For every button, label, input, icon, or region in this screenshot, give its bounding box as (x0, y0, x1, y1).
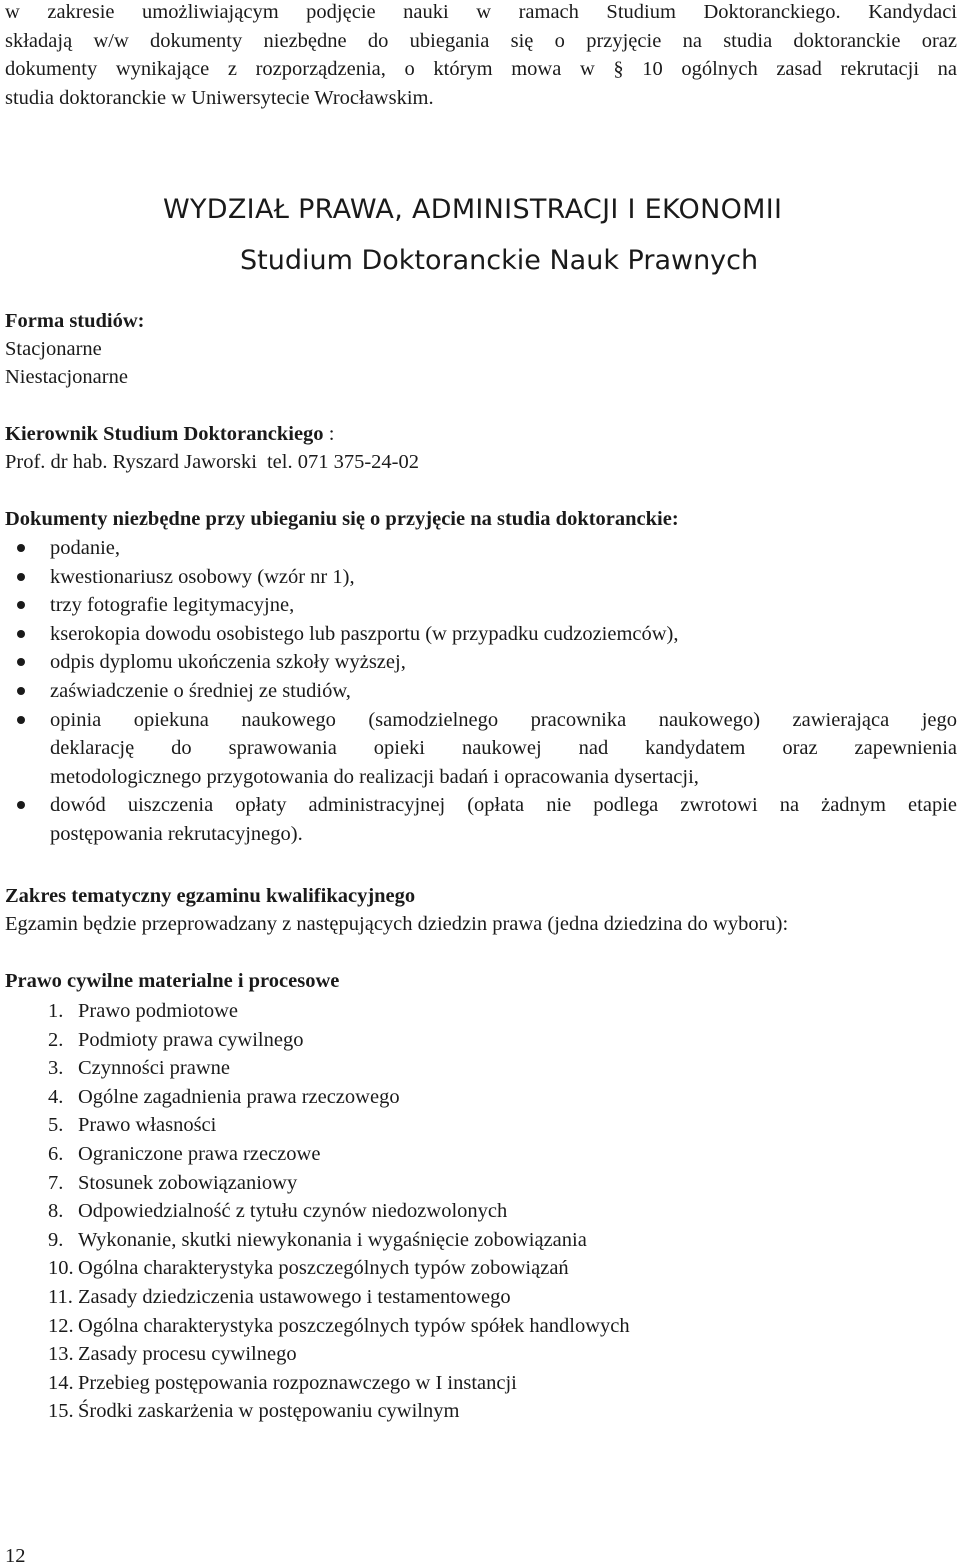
item-number: 14. (48, 1371, 74, 1394)
list-item-text: metodologicznego przygotowania do realizacji badań i opracowania dysertacji, (50, 765, 699, 788)
documents-heading-text: Dokumenty niezbędne przy ubieganiu się o przyjęcie na studia doktoranckie: (5, 508, 679, 530)
list-item (5, 1083, 630, 1112)
prawo-heading-text: Prawo cywilne materialne i procesowe (5, 970, 340, 992)
forma-heading-text: Forma studiów: (5, 310, 145, 332)
list-item (5, 997, 630, 1026)
item-text: Zasady dziedziczenia ustawowego i testamentowego (78, 1285, 511, 1308)
list-item (5, 1226, 630, 1255)
item-number: 1. (48, 1000, 64, 1022)
list-item-text: podanie, (50, 537, 121, 559)
list-item (5, 677, 957, 706)
intro-line: dokumenty wynikające z rozporządzenia, o którym mowa w § 10 ogólnych zasad rekrutacji na (5, 58, 957, 80)
list-item-text: trzy fotografie legitymacyjne, (50, 594, 295, 617)
list-item (5, 1283, 630, 1312)
list-item (5, 1169, 630, 1198)
list-item-text: dowód uiszczenia opłaty administracyjnej (opłata nie podlega zwrotowi na żadnym etapie (50, 794, 957, 817)
bullet-icon (17, 544, 25, 552)
zakres-heading-text: Zakres tematyczny egzaminu kwalifikacyjnego (5, 885, 416, 907)
forma-option: Niestacjonarne (5, 366, 128, 388)
item-number: 3. (48, 1057, 64, 1080)
bullet-icon (17, 630, 25, 638)
list-item (5, 791, 957, 848)
list-item (5, 1340, 630, 1369)
list-item-text: opinia opiekuna naukowego (samodzielnego pracownika naukowego) zawierająca jego (50, 708, 957, 731)
studium-title: Studium Doktoranckie Nauk Prawnych (240, 245, 759, 276)
bullet-icon (17, 716, 25, 724)
item-text: Odpowiedzialność z tytułu czynów niedozwolonych (78, 1200, 508, 1223)
list-item (5, 1369, 630, 1398)
list-item (5, 534, 957, 563)
list-item (5, 1397, 630, 1426)
item-text: Przebieg postępowania rozpoznawczego w I instancji (78, 1371, 517, 1394)
list-item-text: postępowania rekrutacyjnego). (50, 822, 303, 845)
item-number: 10. (48, 1257, 74, 1280)
list-item (5, 1111, 630, 1140)
item-number: 9. (48, 1228, 64, 1251)
item-text: Stosunek zobowiązaniowy (78, 1171, 298, 1194)
item-number: 11. (48, 1285, 73, 1308)
item-number: 8. (48, 1200, 64, 1223)
intro-paragraph (5, 0, 957, 114)
list-item-text: odpis dyplomu ukończenia szkoły wyższej, (50, 651, 406, 674)
kierownik-heading (5, 422, 334, 446)
item-text: Czynności prawne (78, 1057, 230, 1080)
list-item (5, 706, 957, 792)
bullet-icon (17, 601, 25, 609)
item-text: Prawo własności (78, 1114, 217, 1137)
zakres-text: Egzamin będzie przeprowadzany z następujących dziedzin prawa (jedna dziedzina do wyboru): (5, 913, 789, 935)
kierownik-colon: : (323, 423, 335, 445)
list-item (5, 591, 957, 620)
item-text: Ogólna charakterystyka poszczególnych typów spółek handlowych (78, 1314, 630, 1337)
item-number: 12. (48, 1314, 74, 1337)
item-text: Prawo podmiotowe (78, 1000, 238, 1022)
documents-list (5, 534, 957, 849)
documents-heading (5, 507, 679, 531)
kierownik-heading-text: Kierownik Studium Doktoranckiego (5, 423, 324, 445)
list-item (5, 1140, 630, 1169)
item-text: Zasady procesu cywilnego (78, 1343, 297, 1366)
prawo-topics-list (5, 997, 630, 1426)
zakres-heading (5, 884, 415, 908)
item-number: 6. (48, 1142, 64, 1165)
list-item-text: kwestionariusz osobowy (wzór nr 1), (50, 565, 355, 588)
kierownik-contact (5, 450, 419, 474)
list-item-text: zaświadczenie o średniej ze studiów, (50, 679, 351, 702)
faculty-title: WYDZIAŁ PRAWA, ADMINISTRACJI I EKONOMII (163, 194, 783, 225)
item-number: 4. (48, 1085, 64, 1108)
list-item (5, 1312, 630, 1341)
item-text: Ograniczone prawa rzeczowe (78, 1142, 321, 1165)
item-number: 13. (48, 1343, 74, 1366)
list-item (5, 1026, 630, 1055)
intro-line: składają w/w dokumenty niezbędne do ubiegania się o przyjęcie na studia doktoranckie oraz (5, 29, 957, 52)
item-number: 2. (48, 1028, 64, 1051)
item-text: Podmioty prawa cywilnego (78, 1028, 304, 1051)
kierownik-tel: tel. 071 375-24-02 (266, 451, 419, 473)
item-text: Środki zaskarżenia w postępowaniu cywilnym (78, 1400, 460, 1423)
list-item (5, 1254, 630, 1283)
intro-line: w zakresie umożliwiającym podjęcie nauki w ramach Studium Doktoranckiego. Kandydaci (5, 1, 957, 23)
prawo-heading (5, 969, 339, 993)
item-text: Ogólne zagadnienia prawa rzeczowego (78, 1085, 400, 1108)
item-number: 7. (48, 1171, 64, 1194)
intro-line: studia doktoranckie w Uniwersytecie Wrocławskim. (5, 86, 434, 109)
bullet-icon (17, 801, 25, 809)
bullet-icon (17, 658, 25, 666)
item-number: 5. (48, 1114, 64, 1137)
list-item-text: kserokopia dowodu osobistego lub paszportu (w przypadku cudzoziemców), (50, 622, 679, 645)
forma-option: Stacjonarne (5, 338, 102, 360)
item-number: 15. (48, 1400, 74, 1423)
kierownik-name: Prof. dr hab. Ryszard Jaworski (5, 451, 257, 473)
page-number: 12 (5, 1545, 26, 1567)
list-item (5, 563, 957, 592)
list-item (5, 1197, 630, 1226)
item-text: Wykonanie, skutki niewykonania i wygaśnięcie zobowiązania (78, 1228, 587, 1251)
bullet-icon (17, 573, 25, 581)
list-item (5, 620, 957, 649)
bullet-icon (17, 687, 25, 695)
list-item-text: deklarację do sprawowania opieki naukowej nad kandydatem oraz zapewnienia (50, 737, 957, 760)
list-item (5, 648, 957, 677)
forma-heading (5, 309, 145, 333)
list-item (5, 1054, 630, 1083)
item-text: Ogólna charakterystyka poszczególnych typów zobowiązań (78, 1257, 569, 1280)
